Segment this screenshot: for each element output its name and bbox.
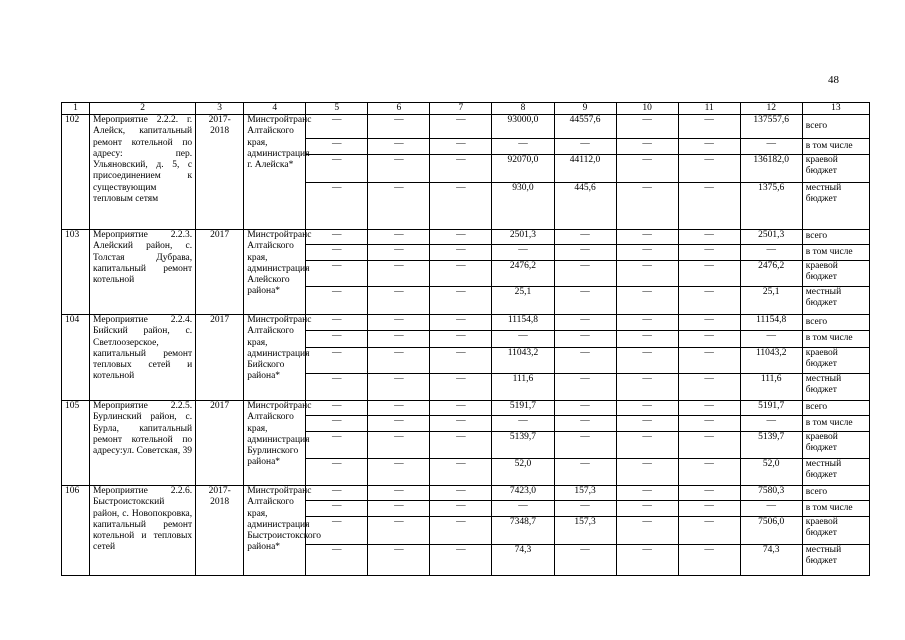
column-number-row xyxy=(62,103,870,115)
value-cell: — xyxy=(616,432,678,459)
value-cell: — xyxy=(554,416,616,432)
value-cell: — xyxy=(616,315,678,331)
value-cell: — xyxy=(306,374,368,401)
value-cell: — xyxy=(430,517,492,545)
value-cell: 7580,3 xyxy=(740,486,802,501)
funding-source: в том числе xyxy=(802,139,869,155)
value-cell: 5139,7 xyxy=(492,432,554,459)
value-cell: — xyxy=(368,230,430,245)
record-number: 104 xyxy=(62,315,90,401)
value-cell: — xyxy=(740,501,802,517)
value-cell: — xyxy=(554,331,616,348)
value-cell: — xyxy=(492,501,554,517)
value-cell: — xyxy=(678,155,740,183)
value-cell: — xyxy=(368,348,430,374)
program-measures-table xyxy=(61,102,870,576)
value-cell: 111,6 xyxy=(492,374,554,401)
value-cell: 137557,6 xyxy=(740,115,802,139)
value-cell: — xyxy=(430,287,492,315)
executor: Минстройтранс Алтайского края, администрация Бурлинского района* xyxy=(244,401,306,486)
executor: Минстройтранс Алтайского края, администрация Бийского района* xyxy=(244,315,306,401)
value-cell: — xyxy=(430,416,492,432)
column-header: 8 xyxy=(492,103,554,115)
value-cell: — xyxy=(430,501,492,517)
funding-source: местный бюджет xyxy=(802,459,869,486)
value-cell: — xyxy=(306,401,368,416)
value-cell: 44112,0 xyxy=(554,155,616,183)
value-cell: — xyxy=(430,315,492,331)
value-cell: — xyxy=(368,486,430,501)
value-cell: — xyxy=(554,545,616,576)
value-cell: 930,0 xyxy=(492,183,554,230)
value-cell: — xyxy=(368,245,430,261)
value-cell: — xyxy=(678,287,740,315)
executor: Минстройтранс Алтайского края, администрация Быстроистокского района* xyxy=(244,486,306,576)
funding-source: всего xyxy=(802,230,869,245)
value-cell: — xyxy=(368,459,430,486)
value-cell: — xyxy=(678,115,740,139)
value-cell: — xyxy=(554,230,616,245)
value-cell: — xyxy=(554,139,616,155)
value-cell: 93000,0 xyxy=(492,115,554,139)
value-cell: — xyxy=(554,348,616,374)
value-cell: — xyxy=(616,486,678,501)
table-row xyxy=(62,401,870,416)
value-cell: — xyxy=(740,331,802,348)
value-cell: — xyxy=(306,348,368,374)
table-row xyxy=(62,230,870,245)
value-cell: — xyxy=(306,501,368,517)
value-cell: — xyxy=(554,432,616,459)
column-header: 5 xyxy=(306,103,368,115)
value-cell: 7348,7 xyxy=(492,517,554,545)
value-cell: 111,6 xyxy=(740,374,802,401)
value-cell: — xyxy=(306,183,368,230)
record-number: 103 xyxy=(62,230,90,315)
column-header: 11 xyxy=(678,103,740,115)
value-cell: — xyxy=(678,459,740,486)
value-cell: — xyxy=(306,331,368,348)
value-cell: — xyxy=(678,230,740,245)
value-cell: — xyxy=(740,416,802,432)
value-cell: — xyxy=(368,501,430,517)
funding-source: в том числе xyxy=(802,416,869,432)
value-cell: — xyxy=(368,401,430,416)
value-cell: — xyxy=(430,331,492,348)
measure-description: Мероприятие 2.2.2. г. Алейск, капитальный ремонт котельной по адресу: пер. Ульяновский, д. 5, с присоединением к существующим тепловым сетям xyxy=(90,115,196,230)
value-cell: 2501,3 xyxy=(740,230,802,245)
value-cell: — xyxy=(306,517,368,545)
value-cell: — xyxy=(616,331,678,348)
funding-source: всего xyxy=(802,486,869,501)
value-cell: — xyxy=(306,230,368,245)
value-cell: — xyxy=(368,315,430,331)
value-cell: — xyxy=(616,261,678,287)
value-cell: — xyxy=(678,432,740,459)
value-cell: 136182,0 xyxy=(740,155,802,183)
value-cell: — xyxy=(616,374,678,401)
funding-source: местный бюджет xyxy=(802,287,869,315)
value-cell: 157,3 xyxy=(554,486,616,501)
funding-source: в том числе xyxy=(802,331,869,348)
value-cell: — xyxy=(368,331,430,348)
value-cell: — xyxy=(368,374,430,401)
measure-description: Мероприятие 2.2.3. Алейский район, с. Толстая Дубрава, капитальный ремонт котельной xyxy=(90,230,196,315)
record-number: 106 xyxy=(62,486,90,576)
column-header: 4 xyxy=(244,103,306,115)
period: 2017-2018 xyxy=(196,486,244,576)
value-cell: — xyxy=(430,245,492,261)
value-cell: — xyxy=(492,416,554,432)
value-cell: — xyxy=(678,401,740,416)
value-cell: 11043,2 xyxy=(492,348,554,374)
value-cell: — xyxy=(554,245,616,261)
value-cell: 7506,0 xyxy=(740,517,802,545)
table-row xyxy=(62,115,870,139)
funding-source: всего xyxy=(802,115,869,139)
column-header: 13 xyxy=(802,103,869,115)
value-cell: — xyxy=(678,139,740,155)
value-cell: — xyxy=(554,315,616,331)
funding-source: местный бюджет xyxy=(802,374,869,401)
value-cell: — xyxy=(554,287,616,315)
value-cell: — xyxy=(554,501,616,517)
value-cell: — xyxy=(306,545,368,576)
funding-source: краевой бюджет xyxy=(802,155,869,183)
value-cell: — xyxy=(368,416,430,432)
value-cell: — xyxy=(430,183,492,230)
value-cell: 25,1 xyxy=(492,287,554,315)
value-cell: 25,1 xyxy=(740,287,802,315)
value-cell: — xyxy=(368,115,430,139)
value-cell: — xyxy=(306,315,368,331)
value-cell: — xyxy=(554,459,616,486)
value-cell: — xyxy=(430,155,492,183)
value-cell: 44557,6 xyxy=(554,115,616,139)
value-cell: — xyxy=(678,331,740,348)
value-cell: — xyxy=(430,348,492,374)
value-cell: — xyxy=(678,545,740,576)
value-cell: — xyxy=(306,261,368,287)
executor: Минстройтранс Алтайского края, администрация г. Алейска* xyxy=(244,115,306,230)
value-cell: — xyxy=(616,245,678,261)
value-cell: — xyxy=(492,245,554,261)
value-cell: — xyxy=(616,401,678,416)
value-cell: — xyxy=(306,155,368,183)
funding-source: краевой бюджет xyxy=(802,517,869,545)
value-cell: 2476,2 xyxy=(740,261,802,287)
period: 2017 xyxy=(196,315,244,401)
value-cell: — xyxy=(678,183,740,230)
measure-description: Мероприятие 2.2.6. Быстроистокский район, с. Новопокровка, капитальный ремонт котельной и тепловых сетей xyxy=(90,486,196,576)
value-cell: — xyxy=(678,416,740,432)
value-cell: 7423,0 xyxy=(492,486,554,501)
value-cell: — xyxy=(306,139,368,155)
value-cell: — xyxy=(368,139,430,155)
column-header: 6 xyxy=(368,103,430,115)
column-header: 3 xyxy=(196,103,244,115)
value-cell: 92070,0 xyxy=(492,155,554,183)
value-cell: — xyxy=(554,401,616,416)
value-cell: 5191,7 xyxy=(740,401,802,416)
value-cell: — xyxy=(306,115,368,139)
value-cell: — xyxy=(616,348,678,374)
column-header: 10 xyxy=(616,103,678,115)
value-cell: — xyxy=(740,139,802,155)
column-header: 1 xyxy=(62,103,90,115)
table-row xyxy=(62,315,870,331)
value-cell: — xyxy=(368,287,430,315)
value-cell: 5139,7 xyxy=(740,432,802,459)
value-cell: — xyxy=(678,517,740,545)
value-cell: — xyxy=(368,517,430,545)
value-cell: 157,3 xyxy=(554,517,616,545)
funding-source: местный бюджет xyxy=(802,545,869,576)
value-cell: — xyxy=(616,517,678,545)
value-cell: — xyxy=(306,287,368,315)
value-cell: — xyxy=(678,501,740,517)
value-cell: — xyxy=(430,459,492,486)
value-cell: — xyxy=(554,374,616,401)
value-cell: — xyxy=(306,486,368,501)
value-cell: — xyxy=(492,331,554,348)
period: 2017 xyxy=(196,230,244,315)
value-cell: — xyxy=(678,245,740,261)
value-cell: — xyxy=(306,459,368,486)
column-header: 12 xyxy=(740,103,802,115)
value-cell: — xyxy=(616,139,678,155)
value-cell: — xyxy=(616,416,678,432)
value-cell: — xyxy=(678,486,740,501)
value-cell: — xyxy=(430,139,492,155)
period: 2017 xyxy=(196,401,244,486)
table-row xyxy=(62,486,870,501)
value-cell: 52,0 xyxy=(740,459,802,486)
value-cell: 52,0 xyxy=(492,459,554,486)
value-cell: 74,3 xyxy=(492,545,554,576)
value-cell: — xyxy=(368,183,430,230)
record-number: 105 xyxy=(62,401,90,486)
value-cell: — xyxy=(554,261,616,287)
value-cell: — xyxy=(306,245,368,261)
funding-source: краевой бюджет xyxy=(802,432,869,459)
value-cell: — xyxy=(430,230,492,245)
value-cell: — xyxy=(368,545,430,576)
column-header: 9 xyxy=(554,103,616,115)
value-cell: 1375,6 xyxy=(740,183,802,230)
value-cell: — xyxy=(430,401,492,416)
value-cell: — xyxy=(616,459,678,486)
value-cell: — xyxy=(740,245,802,261)
value-cell: — xyxy=(430,545,492,576)
funding-source: в том числе xyxy=(802,501,869,517)
value-cell: — xyxy=(616,501,678,517)
value-cell: — xyxy=(368,155,430,183)
value-cell: — xyxy=(678,374,740,401)
value-cell: — xyxy=(616,115,678,139)
value-cell: — xyxy=(616,545,678,576)
value-cell: — xyxy=(678,261,740,287)
value-cell: — xyxy=(616,230,678,245)
value-cell: — xyxy=(430,486,492,501)
value-cell: 2501,3 xyxy=(492,230,554,245)
value-cell: — xyxy=(430,261,492,287)
funding-source: всего xyxy=(802,315,869,331)
funding-source: всего xyxy=(802,401,869,416)
column-header: 7 xyxy=(430,103,492,115)
value-cell: — xyxy=(430,374,492,401)
funding-source: местный бюджет xyxy=(802,183,869,230)
value-cell: — xyxy=(430,115,492,139)
funding-source: в том числе xyxy=(802,245,869,261)
value-cell: 11154,8 xyxy=(492,315,554,331)
page-number: 48 xyxy=(828,74,839,86)
value-cell: 11154,8 xyxy=(740,315,802,331)
record-number: 102 xyxy=(62,115,90,230)
value-cell: — xyxy=(678,348,740,374)
column-header: 2 xyxy=(90,103,196,115)
value-cell: — xyxy=(368,432,430,459)
period: 2017-2018 xyxy=(196,115,244,230)
value-cell: — xyxy=(306,416,368,432)
value-cell: — xyxy=(616,155,678,183)
value-cell: — xyxy=(430,432,492,459)
value-cell: 5191,7 xyxy=(492,401,554,416)
funding-source: краевой бюджет xyxy=(802,348,869,374)
value-cell: 74,3 xyxy=(740,545,802,576)
measure-description: Мероприятие 2.2.5. Бурлинский район, с. Бурла, капитальный ремонт котельной по адресу:ул. Советская, 39 xyxy=(90,401,196,486)
funding-source: краевой бюджет xyxy=(802,261,869,287)
value-cell: — xyxy=(678,315,740,331)
value-cell: — xyxy=(368,261,430,287)
value-cell: — xyxy=(616,183,678,230)
value-cell: 11043,2 xyxy=(740,348,802,374)
value-cell: — xyxy=(492,139,554,155)
measure-description: Мероприятие 2.2.4. Бийский район, с. Светлоозерское, капитальный ремонт тепловых сетей и котельной xyxy=(90,315,196,401)
value-cell: 2476,2 xyxy=(492,261,554,287)
executor: Минстройтранс Алтайского края, администрация Алейского района* xyxy=(244,230,306,315)
value-cell: — xyxy=(306,432,368,459)
value-cell: — xyxy=(616,287,678,315)
value-cell: 445,6 xyxy=(554,183,616,230)
